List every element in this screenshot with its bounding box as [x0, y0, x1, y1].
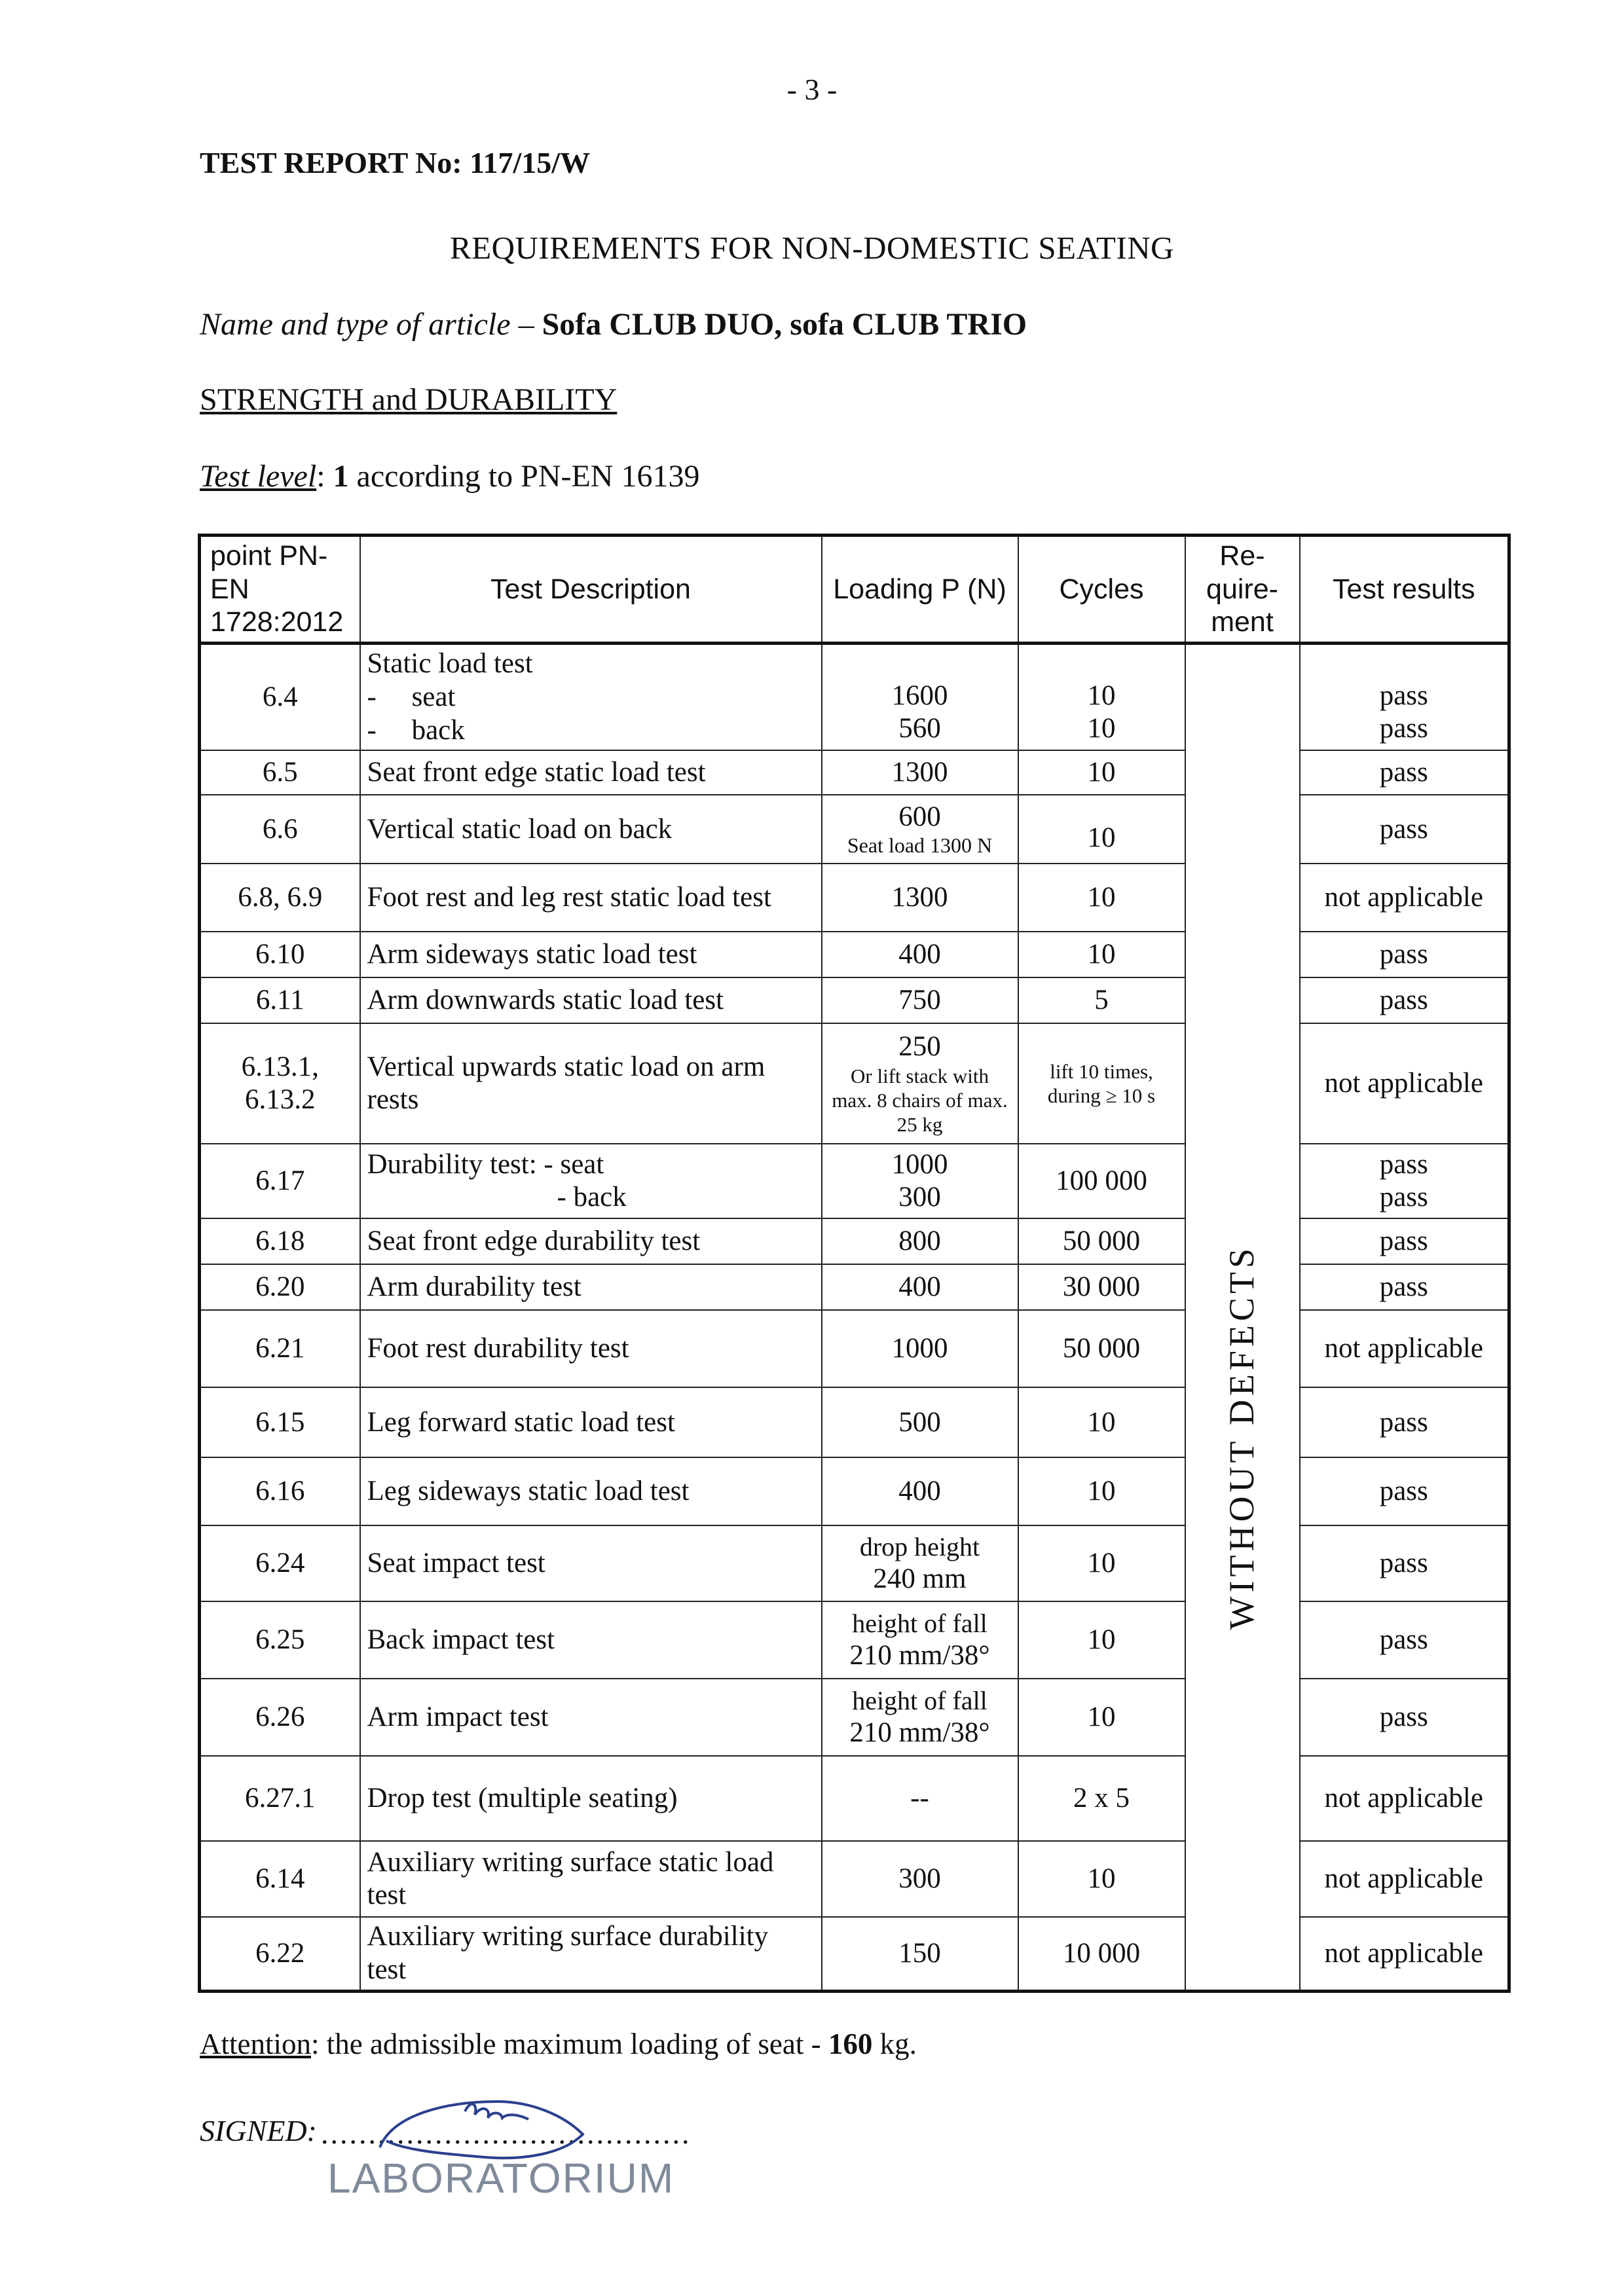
- row-description: Seat front edge static load test: [360, 750, 822, 795]
- row-description: Auxiliary writing surface static load test: [360, 1841, 822, 1917]
- header-loading: Loading P (N): [822, 536, 1018, 644]
- row-point: 6.6: [200, 795, 360, 864]
- row-point: 6.20: [200, 1264, 360, 1310]
- row-loading: [822, 1144, 1018, 1218]
- row-result-back: pass: [1379, 1182, 1428, 1213]
- article-value: Sofa CLUB DUO, sofa CLUB TRIO: [542, 307, 1027, 342]
- test-level-suffix: according to PN-EN 16139: [348, 459, 700, 494]
- row-result: [1300, 644, 1509, 751]
- section-title: STRENGTH and DURABILITY: [200, 382, 618, 417]
- attention-value: 160: [828, 2028, 873, 2060]
- row-result: pass: [1300, 1601, 1509, 1679]
- row-cycles: 5: [1018, 977, 1185, 1023]
- signature-icon: [367, 2075, 602, 2167]
- row-description-seat: Durability test: - seat: [367, 1148, 604, 1180]
- row-point: 6.17: [200, 1144, 360, 1218]
- row-loading: 1300: [822, 864, 1018, 932]
- row-point: 6.16: [200, 1457, 360, 1525]
- row-result: not applicable: [1300, 864, 1509, 932]
- table-row: [200, 1525, 1509, 1601]
- table-row: [200, 1023, 1509, 1144]
- table-row: [200, 1601, 1509, 1679]
- results-table: [198, 534, 1511, 1993]
- row-loading: 500: [822, 1387, 1018, 1457]
- row-result: pass: [1300, 750, 1509, 795]
- test-level-value: 1: [333, 459, 349, 494]
- table-row: [200, 644, 1509, 751]
- row-cycles: 10: [1018, 1387, 1185, 1457]
- row-result: pass: [1300, 1457, 1509, 1525]
- requirement-cell: [1185, 644, 1300, 1992]
- row-point: 6.24: [200, 1525, 360, 1601]
- table-row: [200, 750, 1509, 795]
- row-cycles: 10: [1018, 795, 1185, 864]
- row-loading: [822, 644, 1018, 751]
- row-result: pass: [1300, 1218, 1509, 1264]
- row-result: pass: [1300, 977, 1509, 1023]
- header-description: Test Description: [360, 536, 822, 644]
- row-cycles: 10: [1018, 864, 1185, 932]
- table-row: [200, 864, 1509, 932]
- row-loading-note: Seat load 1300 N: [847, 833, 993, 858]
- row-description: Arm downwards static load test: [360, 977, 822, 1023]
- row-result: pass: [1300, 795, 1509, 864]
- row-cycles: 2 x 5: [1018, 1756, 1185, 1841]
- row-loading-seat: 1600: [891, 680, 948, 711]
- row-result: pass: [1300, 932, 1509, 977]
- row-description: Vertical upwards static load on arm rests: [360, 1023, 822, 1144]
- signed-label: SIGNED:: [200, 2114, 317, 2147]
- row-point: 6.15: [200, 1387, 360, 1457]
- row-cycles: 100 000: [1018, 1144, 1185, 1218]
- row-description: Drop test (multiple seating): [360, 1756, 822, 1841]
- row-cycles: [1018, 1023, 1185, 1144]
- table-row: [200, 1144, 1509, 1218]
- article-line: [200, 306, 1027, 342]
- requirement-value: WITHOUT DEFECTS: [1222, 1245, 1262, 1630]
- row-loading: 750: [822, 977, 1018, 1023]
- row-result: pass: [1300, 1525, 1509, 1601]
- row-result: not applicable: [1300, 1841, 1509, 1917]
- row-result: pass: [1300, 1264, 1509, 1310]
- row-cycles: 10: [1018, 750, 1185, 795]
- attention-note: [200, 2027, 917, 2061]
- test-level-label: Test level: [200, 459, 317, 494]
- row-cycles: 10: [1018, 1525, 1185, 1601]
- article-dash: –: [510, 307, 542, 342]
- laboratory-stamp: LABORATORIUM: [327, 2155, 675, 2202]
- row-result: pass: [1300, 1679, 1509, 1756]
- row-point: 6.4: [200, 644, 360, 751]
- table-row: [200, 1917, 1509, 1991]
- row-description-back: - back: [367, 714, 465, 746]
- table-row: [200, 1841, 1509, 1917]
- row-cycles: 10: [1018, 1601, 1185, 1679]
- test-level-colon: :: [316, 459, 333, 494]
- row-result-seat: pass: [1379, 1148, 1428, 1180]
- row-loading-seat: 1000: [891, 1148, 948, 1180]
- table-row: [200, 1264, 1509, 1310]
- row-loading-value: 600: [898, 801, 941, 832]
- row-result: not applicable: [1300, 1756, 1509, 1841]
- row-point: 6.25: [200, 1601, 360, 1679]
- row-description: [360, 644, 822, 751]
- attention-text: : the admissible maximum loading of seat -: [310, 2028, 828, 2060]
- table-header-row: [200, 536, 1509, 644]
- row-loading-note: height of fall: [852, 1686, 987, 1716]
- row-loading-value: 240 mm: [873, 1563, 967, 1594]
- row-loading-note: height of fall: [852, 1609, 987, 1639]
- row-result: pass: [1300, 1387, 1509, 1457]
- header-requirement: Re-quire-ment: [1185, 536, 1300, 644]
- row-description: Foot rest durability test: [360, 1310, 822, 1387]
- row-cycles-seat: 10: [1087, 680, 1116, 711]
- row-point: 6.10: [200, 932, 360, 977]
- row-point: 6.5: [200, 750, 360, 795]
- row-description: Arm impact test: [360, 1679, 822, 1756]
- row-loading: [822, 1023, 1018, 1144]
- row-loading: [822, 795, 1018, 864]
- row-description: Arm durability test: [360, 1264, 822, 1310]
- header-point: point PN-EN 1728:2012: [200, 536, 360, 644]
- row-cycles: 10: [1018, 1457, 1185, 1525]
- row-point: 6.14: [200, 1841, 360, 1917]
- row-point: 6.11: [200, 977, 360, 1023]
- row-point: 6.18: [200, 1218, 360, 1264]
- row-cycles: 10 000: [1018, 1917, 1185, 1991]
- requirements-title: REQUIREMENTS FOR NON-DOMESTIC SEATING: [449, 230, 1175, 266]
- row-cycles-note: lift 10 times, during ≥ 10 s: [1047, 1060, 1156, 1108]
- report-number: TEST REPORT No: 117/15/W: [200, 146, 591, 179]
- table-row: [200, 932, 1509, 977]
- header-results: Test results: [1300, 536, 1509, 644]
- row-cycles: 30 000: [1018, 1264, 1185, 1310]
- row-loading-value: 210 mm/38°: [849, 1717, 990, 1748]
- row-loading: 400: [822, 1457, 1018, 1525]
- row-loading-note: Or lift stack with max. 8 chairs of max. 25 kg: [832, 1064, 1008, 1137]
- row-description-main: Static load test: [367, 648, 533, 680]
- row-description: Back impact test: [360, 1601, 822, 1679]
- row-point: 6.22: [200, 1917, 360, 1991]
- row-description: [360, 1144, 822, 1218]
- table-row: [200, 1756, 1509, 1841]
- row-loading: 400: [822, 932, 1018, 977]
- row-description: Foot rest and leg rest static load test: [360, 864, 822, 932]
- row-point: 6.8, 6.9: [200, 864, 360, 932]
- row-loading-value: 250: [898, 1031, 941, 1063]
- row-cycles-back: 10: [1087, 713, 1116, 744]
- row-description: Vertical static load on back: [360, 795, 822, 864]
- row-result: not applicable: [1300, 1023, 1509, 1144]
- row-cycles: 50 000: [1018, 1218, 1185, 1264]
- attention-unit: kg.: [872, 2028, 917, 2060]
- row-cycles: 10: [1018, 1841, 1185, 1917]
- row-result: [1300, 1144, 1509, 1218]
- row-point: 6.27.1: [200, 1756, 360, 1841]
- row-loading: [822, 1601, 1018, 1679]
- row-loading: [822, 1679, 1018, 1756]
- row-loading: 800: [822, 1218, 1018, 1264]
- row-loading-note: drop height: [859, 1532, 980, 1562]
- row-description-back: - back: [557, 1182, 627, 1213]
- row-description: Leg forward static load test: [360, 1387, 822, 1457]
- row-point: 6.21: [200, 1310, 360, 1387]
- row-description: Leg sideways static load test: [360, 1457, 822, 1525]
- page-number: - 3 -: [786, 73, 838, 106]
- row-cycles: 10: [1018, 1679, 1185, 1756]
- table-row: [200, 1310, 1509, 1387]
- row-result-back: pass: [1379, 713, 1428, 744]
- row-loading-value: 210 mm/38°: [849, 1639, 990, 1671]
- row-cycles: 10: [1018, 932, 1185, 977]
- table-row: [200, 795, 1509, 864]
- row-cycles: [1018, 644, 1185, 751]
- row-description: Seat impact test: [360, 1525, 822, 1601]
- row-loading-back: 560: [898, 713, 941, 744]
- row-point: 6.26: [200, 1679, 360, 1756]
- row-point: 6.13.1, 6.13.2: [200, 1023, 360, 1144]
- row-loading: 1000: [822, 1310, 1018, 1387]
- row-description: Seat front edge durability test: [360, 1218, 822, 1264]
- row-result: not applicable: [1300, 1310, 1509, 1387]
- table-row: [200, 977, 1509, 1023]
- article-label: Name and type of article: [200, 307, 511, 342]
- signature-dots: .......................................: [321, 2117, 692, 2150]
- row-loading-back: 300: [898, 1182, 941, 1213]
- table-row: [200, 1218, 1509, 1264]
- row-description-seat: - seat: [367, 681, 456, 712]
- table-row: [200, 1457, 1509, 1525]
- attention-label: Attention: [200, 2028, 311, 2060]
- table-row: [200, 1679, 1509, 1756]
- row-loading: --: [822, 1756, 1018, 1841]
- row-description: Auxiliary writing surface durability test: [360, 1917, 822, 1991]
- row-loading: [822, 1525, 1018, 1601]
- row-cycles: 50 000: [1018, 1310, 1185, 1387]
- test-level-line: [200, 458, 699, 494]
- row-result-seat: pass: [1379, 680, 1428, 711]
- header-cycles: Cycles: [1018, 536, 1185, 644]
- row-result: not applicable: [1300, 1917, 1509, 1991]
- row-loading: 1300: [822, 750, 1018, 795]
- row-loading: 150: [822, 1917, 1018, 1991]
- row-loading: 300: [822, 1841, 1018, 1917]
- row-loading: 400: [822, 1264, 1018, 1310]
- table-row: [200, 1387, 1509, 1457]
- row-description: Arm sideways static load test: [360, 932, 822, 977]
